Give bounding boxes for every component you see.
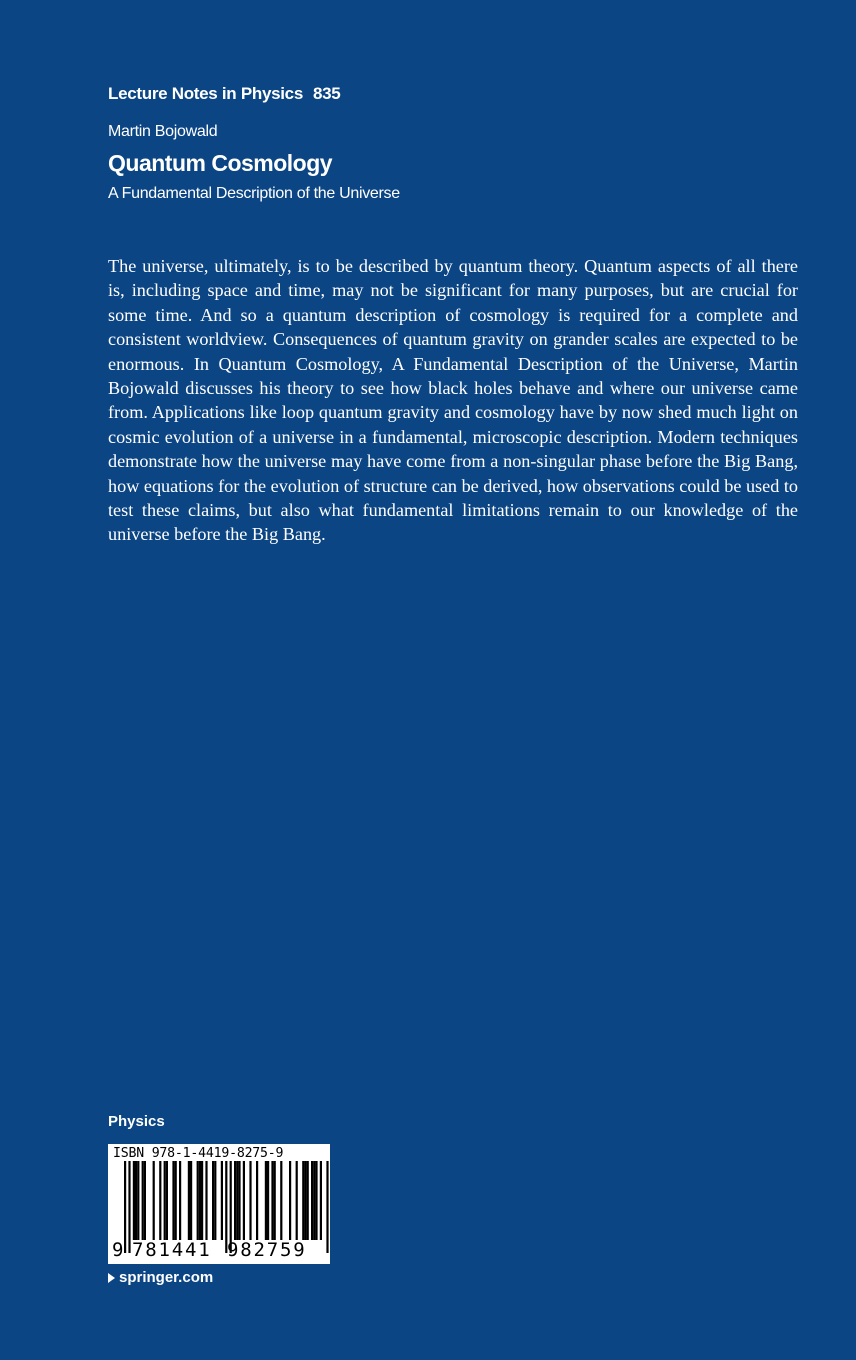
series-line bbox=[108, 84, 340, 104]
barcode-bar bbox=[133, 1161, 135, 1240]
barcode-bar bbox=[302, 1161, 304, 1240]
barcode-bar bbox=[144, 1161, 146, 1240]
website-label: springer.com bbox=[119, 1269, 214, 1286]
barcode-bar bbox=[201, 1161, 203, 1240]
barcode-bar bbox=[159, 1161, 161, 1240]
barcode-bar bbox=[164, 1161, 166, 1240]
barcode-bar bbox=[289, 1161, 291, 1240]
ean-first-digit: 9 bbox=[112, 1239, 124, 1261]
author-name: Martin Bojowald bbox=[108, 123, 218, 140]
barcode-bar bbox=[238, 1161, 240, 1240]
barcode-panel bbox=[108, 1144, 330, 1264]
barcode-bar bbox=[188, 1161, 190, 1240]
barcode-bar bbox=[265, 1161, 267, 1240]
barcode-guard-bar bbox=[326, 1161, 328, 1253]
barcode-bar bbox=[313, 1161, 315, 1240]
barcode-bar bbox=[243, 1161, 245, 1240]
barcode-bar bbox=[221, 1161, 223, 1240]
series-name: Lecture Notes in Physics bbox=[108, 84, 303, 103]
barcode-guard-bar bbox=[124, 1161, 126, 1253]
barcode-bar bbox=[137, 1161, 139, 1240]
barcode-bar bbox=[256, 1161, 258, 1240]
barcode-bar bbox=[166, 1161, 168, 1240]
barcode-bar bbox=[234, 1161, 236, 1240]
barcode-bar bbox=[199, 1161, 201, 1240]
barcode-bar bbox=[304, 1161, 306, 1240]
triangle-right-icon bbox=[108, 1273, 115, 1283]
barcode-bar bbox=[280, 1161, 282, 1240]
ean-left-digits: 781441 bbox=[132, 1239, 212, 1261]
barcode-bar bbox=[179, 1161, 181, 1240]
book-subtitle: A Fundamental Description of the Universe bbox=[108, 185, 400, 202]
barcode-bar bbox=[142, 1161, 144, 1240]
barcode-bar bbox=[190, 1161, 192, 1240]
barcode-bar bbox=[236, 1161, 238, 1240]
publisher-website[interactable] bbox=[108, 1269, 213, 1286]
barcode-bar bbox=[172, 1161, 174, 1240]
book-description: The universe, ultimately, is to be described by quantum theory. Quantum aspects of all there is, including space and time, may not be significant for many purposes, but are crucial for some time. And so a quantum description of cosmology is required for a complete and consistent worldview. Consequences of quantum gravity on grander scales are expected to be enormous. In Quantum Cosmology, A Fundamental Description of the Universe, Martin Bojowald discusses his theory to see how black holes behave and where our universe came from. Applications like loop quantum gravity and cosmology have by now shed much light on cosmic evolution of a universe in a fundamental, microscopic description. Modern techniques demonstrate how the universe may have come from a non-singular phase before the Big Bang, how equations for the evolution of structure can be derived, how observations could be used to test these claims, but also what fundamental limitations remain to our knowledge of the universe before the Big Bang. bbox=[108, 256, 798, 545]
book-title: Quantum Cosmology bbox=[108, 150, 333, 176]
subject-category: Physics bbox=[108, 1113, 165, 1130]
barcode-bar bbox=[175, 1161, 177, 1240]
barcode-bar bbox=[267, 1161, 269, 1240]
barcode-bar bbox=[271, 1161, 273, 1240]
barcode-bar bbox=[214, 1161, 216, 1240]
barcode-bar bbox=[205, 1161, 207, 1240]
barcode-bar bbox=[311, 1161, 313, 1240]
series-number: 835 bbox=[312, 84, 341, 103]
barcode-bar bbox=[320, 1161, 322, 1240]
barcode-bar bbox=[307, 1161, 309, 1240]
barcode-bar bbox=[249, 1161, 251, 1240]
barcode-bar bbox=[197, 1161, 199, 1240]
barcode-bar bbox=[153, 1161, 155, 1240]
barcode-bar bbox=[212, 1161, 214, 1240]
barcode-bar bbox=[274, 1161, 276, 1240]
barcode-guard-bar bbox=[128, 1161, 130, 1253]
ean-right-digits: 982759 bbox=[227, 1239, 307, 1261]
barcode-bar bbox=[296, 1161, 298, 1240]
barcode-bar bbox=[315, 1161, 317, 1240]
barcode-bar bbox=[135, 1161, 137, 1240]
isbn-label: ISBN 978-1-4419-8275-9 bbox=[113, 1146, 284, 1161]
